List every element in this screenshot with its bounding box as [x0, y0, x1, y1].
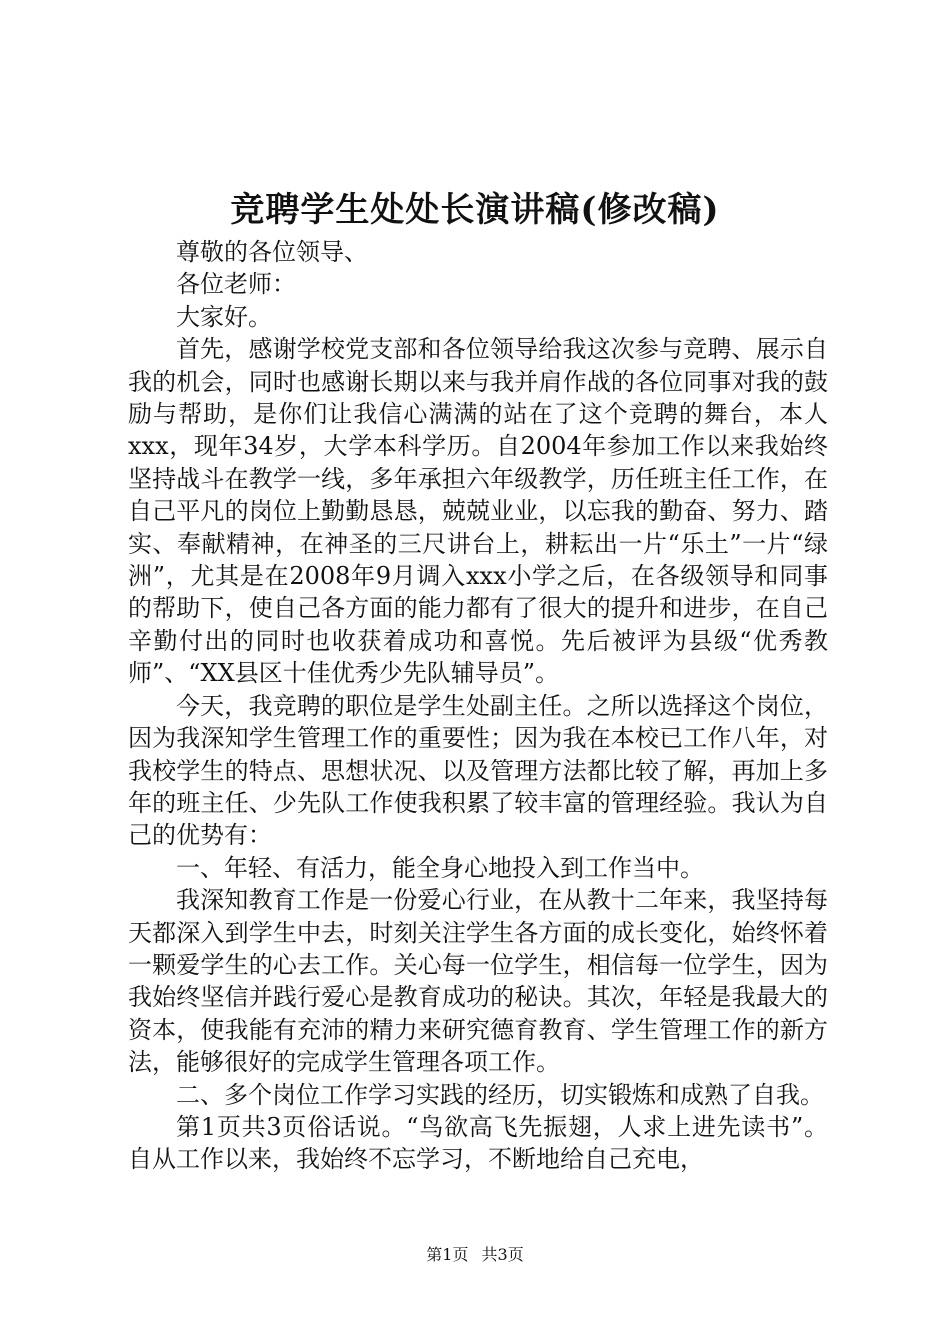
document-body	[128, 236, 828, 1176]
document-title: 竞聘学生处处长演讲稿(修改稿)	[230, 190, 720, 230]
page-total: 共3页	[481, 1245, 524, 1264]
page-number: 第1页	[426, 1245, 469, 1264]
salutation-line-2: 各位老师：	[176, 270, 296, 299]
greeting-line: 大家好。	[176, 302, 272, 331]
salutation-line-1: 尊敬的各位领导、	[176, 238, 368, 266]
body-paragraph: 我深知教育工作是一份爱心行业，在从教十二年来，我坚持每天都深入到学生中去，时刻关注学生各方面的成长变化，始终怀着一颗爱学生的心去工作。关心每一位学生，相信每一位学生，因为我始终坚信并践行爱心是教育成功的秘诀。其次，年轻是我最大的资本，使我能有充沛的精力来研究德育教育、学生管理工作的新方法，能够很好的完成学生管理各项工作。	[128, 886, 828, 1077]
section-heading: 二、多个岗位工作学习实践的经历，切实锻炼和成熟了自我。	[176, 1080, 824, 1109]
section-heading: 一、年轻、有活力，能全身心地投入到工作当中。	[176, 853, 704, 882]
page-footer	[0, 1244, 950, 1266]
body-paragraph: 今天，我竞聘的职位是学生处副主任。之所以选择这个岗位，因为我深知学生管理工作的重要性；因为我在本校已工作八年，对我校学生的特点、思想状况、以及管理方法都比较了解，再加上多年的班主任、少先队工作使我积累了较丰富的管理经验。我认为自己的优势有：	[128, 691, 828, 850]
body-paragraph: 首先，感谢学校党支部和各位领导给我这次参与竞聘、展示自我的机会，同时也感谢长期以来与我并肩作战的各位同事对我的鼓励与帮助，是你们让我信心满满的站在了这个竞聘的舞台，本人xxx，现年34岁，大学本科学历。自2004年参加工作以来我始终坚持战斗在教学一线，多年承担六年级教学，历任班主任工作，在自己平凡的岗位上勤勤恳恳，兢兢业业，以忘我的勤奋、努力、踏实、奉献精神，在神圣的三尺讲台上，耕耘出一片“乐土”一片“绿洲”，尤其是在2008年9月调入xxx小学之后，在各级领导和同事的帮助下，使自己各方面的能力都有了很大的提升和进步，在自己辛勤付出的同时也收获着成功和喜悦。先后被评为县级“优秀教师”、“XX县区十佳优秀少先队辅导员”。	[128, 335, 828, 688]
body-paragraph: 第1页共3页俗话说。“鸟欲高飞先振翅，人求上进先读书”。自从工作以来，我始终不忘学习，不断地给自己充电，	[128, 1112, 828, 1174]
